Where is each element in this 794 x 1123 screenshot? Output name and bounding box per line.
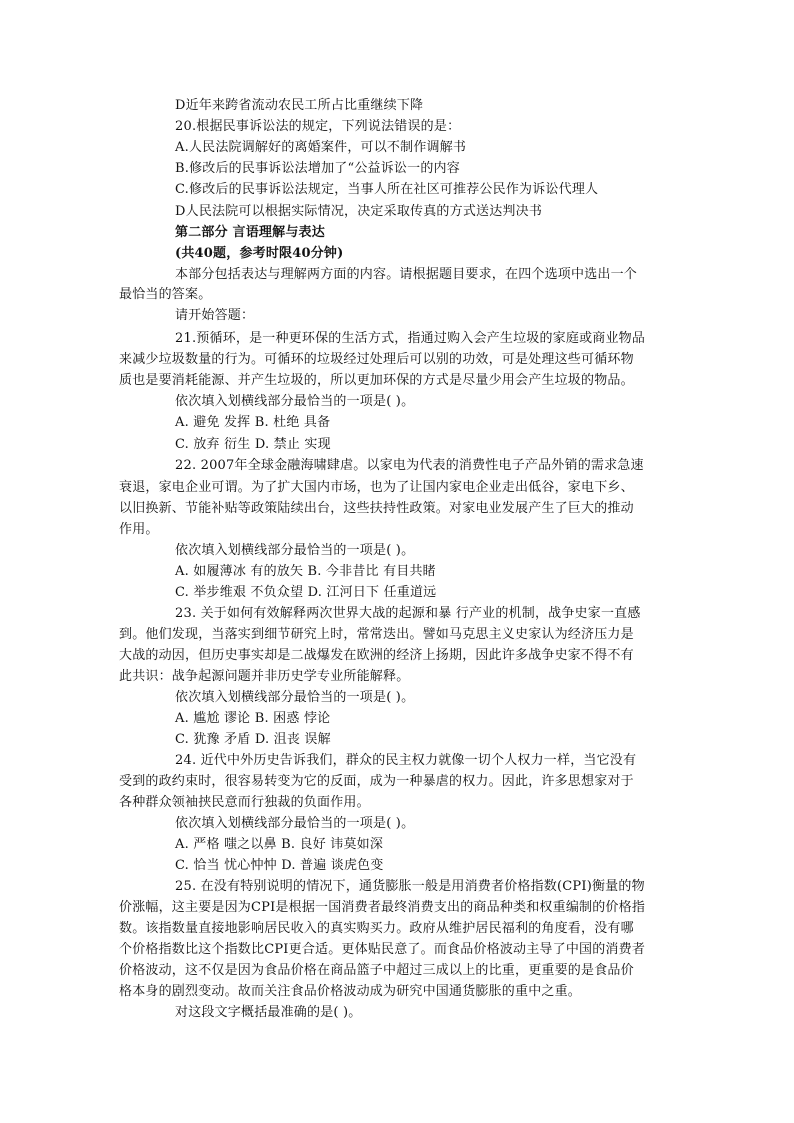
question-25-line-1: 25. 在没有特别说明的情况下，通货膨胀一般是用消费者价格指数(CPI)衡量的物 (175, 879, 645, 894)
question-21-options-cd: C. 放弃 衍生 D. 禁止 实现 (175, 437, 331, 452)
question-23-line-3: 大战的动因，但历史事实却是二战爆发在欧洲的经济上扬期，因此许多战争史家不得不有 (119, 648, 634, 663)
section-subheading: (共40题，参考时限40分钟) (175, 246, 344, 261)
question-25-line-4: 个价格指数比这个指数比CPI更合适。更体贴民意了。而食品价格波动主导了中国的消费者 (119, 942, 646, 957)
question-21-line-1: 21.预循环，是一种更环保的生活方式，指通过购入会产生垃圾的家庭或商业物品 (175, 331, 646, 346)
question-23-line-4: 此共识：战争起源问题并非历史学专业所能解释。 (119, 669, 410, 684)
question-24-line-3: 各种群众领袖挟民意而行独裁的负面作用。 (119, 795, 370, 810)
section-heading: 第二部分 言语理解与表达 (175, 225, 325, 240)
option-b-q20: B.修改后的民事诉讼法增加了“公益诉讼一的内容 (175, 161, 460, 176)
question-23-options-cd: C. 犹豫 矛盾 D. 沮丧 误解 (175, 732, 331, 747)
question-23-line-2: 到。他们发现，当落实到细节研究上时，常常迭出。譬如马克思主义史家认为经济压力是 (119, 627, 634, 642)
option-c-q20: C.修改后的民事诉讼法规定，当事人所在社区可推荐公民作为诉讼代理人 (175, 182, 599, 197)
question-24-line-2: 受到的政约束时，很容易转变为它的反面，成为一种暴虐的权力。因此，许多思想家对于 (119, 774, 634, 789)
question-25-line-2: 价涨幅，这主要是因为CPI是根据一国消费者最终消费支出的商品种类和权重编制的价格指 (119, 900, 646, 915)
question-22-options-ab: A. 如履薄冰 有的放矢 B. 今非昔比 有目共睹 (175, 564, 436, 579)
option-d-q19: D近年来跨省流动农民工所占比重继续下降 (175, 98, 424, 113)
question-21-prompt: 依次填入划横线部分最恰当的一项是( )。 (175, 394, 415, 409)
option-a-q20: A.人民法院调解好的离婚案件，可以不制作调解书 (175, 140, 467, 155)
question-22-line-4: 作用。 (119, 522, 159, 537)
question-21-options-ab: A. 避免 发挥 B. 杜绝 具备 (175, 415, 331, 430)
question-22-prompt: 依次填入划横线部分最恰当的一项是( )。 (175, 543, 415, 558)
question-22-line-2: 衰退，家电企业可谓。为了扩大国内市场，也为了让国内家电企业走出低谷，家电下乡、 (119, 480, 634, 495)
question-24-line-1: 24. 近代中外历史告诉我们，群众的民主权力就像一切个人权力一样，当它没有 (175, 753, 637, 768)
section-intro-line-2: 最恰当的答案。 (119, 287, 212, 302)
start-answer-text: 请开始答题： (175, 308, 255, 323)
question-23-line-1: 23. 关于如何有效解释两次世界大战的起源和暴 行产业的机制，战争史家一直感 (175, 606, 641, 621)
question-25-line-5: 价格波动，这不仅是因为食品价格在商品篮子中超过三成以上的比重，更重要的是食品价 (119, 963, 634, 978)
question-23-options-ab: A. 尴尬 谬论 B. 困惑 悖论 (175, 711, 331, 726)
question-25-prompt: 对这段文字概括最准确的是( )。 (175, 1005, 362, 1020)
question-25-line-6: 格本身的剧烈变动。故而关注食品价格波动成为研究中国通货膨胀的重中之重。 (119, 984, 582, 999)
question-21-line-2: 来减少垃圾数量的行为。可循环的垃圾经过处理后可以别的功效，可是处理这些可循环物 (119, 352, 634, 367)
option-d-q20: D人民法院可以根据实际情况，决定采取传真的方式送达判决书 (175, 204, 543, 219)
question-22-options-cd: C. 举步维艰 不负众望 D. 江河日下 任重道远 (175, 585, 437, 600)
question-25-line-3: 数。该指数量直接地影响居民收入的真实购买力。政府从维护居民福利的角度看，没有哪 (119, 921, 634, 936)
section-intro-line-1: 本部分包括表达与理解两方面的内容。请根据题目要求，在四个选项中选出一个 (175, 267, 638, 282)
question-24-options-ab: A. 严格 嗤之以鼻 B. 良好 讳莫如深 (175, 837, 384, 852)
question-21-line-3: 质也是要消耗能源、并产生垃圾的，所以更加环保的方式是尽量少用会产生垃圾的物品。 (119, 373, 634, 388)
question-24-prompt: 依次填入划横线部分最恰当的一项是( )。 (175, 816, 415, 831)
question-24-options-cd: C. 恰当 忧心忡忡 D. 普遍 谈虎色变 (175, 858, 384, 873)
question-22-line-1: 22. 2007年全球金融海啸肆虐。以家电为代表的消费性电子产品外销的需求急速 (175, 458, 644, 473)
question-20: 20.根据民事诉讼法的规定，下列说法错误的是： (175, 119, 461, 134)
question-23-prompt: 依次填入划横线部分最恰当的一项是( )。 (175, 690, 415, 705)
question-22-line-3: 以旧换新、节能补贴等政策陆续出台，这些扶持性政策。对家电业发展产生了巨大的推动 (119, 501, 634, 516)
